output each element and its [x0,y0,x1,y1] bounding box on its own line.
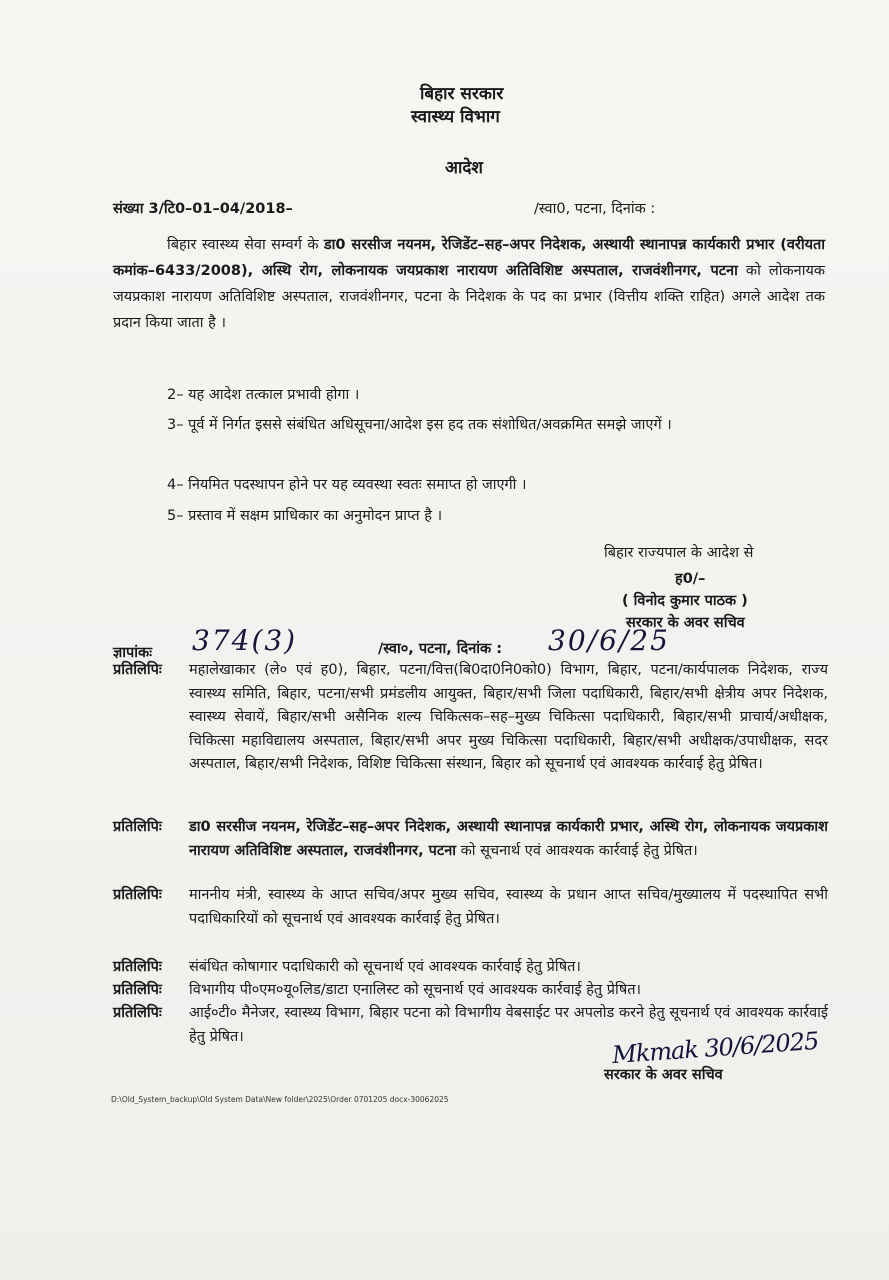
dept-heading: स्वास्थ्य विभाग [411,107,500,127]
memo-label: ज्ञापांकः [113,645,153,661]
copy-text: महालेखाकार (ले० एवं ह0), बिहार, पटना/वित्त(बि0दा0नि0को0) विभाग, बिहार, पटना/कार्यपालक निदेशक, राज्य स्वास्थ्य समिति, बिहार, पटना/सभी प्रमंडलीय आयुक्त, बिहार/सभी जिला पदाधिकारी, बिहार/सभी क्षेत्रीय अपर निदेशक, स्वास्थ्य सेवायें, बिहार/सभी असैनिक शल्य चिकित्सक–सह–मुख्य चिकित्सा पदाधिकारी, बिहार/सभी प्राचार्य/अधीक्षक, चिकित्सा महाविद्यालय अस्पताल, बिहार/सभी अपर मुख्य चिकित्सा पदाधिकारी, बिहार/सभी अधीक्षक/उपाधीक्षक, सदर अस्पताल, बिहार/सभी निदेशक, विशिष्ट चिकित्सा संस्थान, बिहार को सूचनार्थ एवं आवश्यक कार्रवाई हेतु प्रेषित। [189,662,828,772]
memo-date-handwritten: 30/6/25 [548,624,670,657]
copy-officer-details: डा0 सरसीज नयनम, रेजिडेंट–सह–अपर निदेशक, अस्थायी स्थानापन्न कार्यकारी प्रभार, अस्थि रोग, लोकनायक जयप्रकाश नारायण अतिविशिष्ट अस्पताल, राजवंशीनगर, पटना [189,819,828,859]
copy-item [113,884,828,931]
governor-order-line: बिहार राज्यपाल के आदेश से [604,545,754,561]
copy-text: आई०टी० मैनेजर, स्वास्थ्य विभाग, बिहार पटना को विभागीय वेबसाईट पर अपलोड करने हेतु सूचनार्थ एवं आवश्यक कार्रवाई हेतु प्रेषित। [189,1005,828,1045]
copy-item [113,659,828,777]
order-point-4: 4– नियमित पदस्थापन होने पर यह व्यवस्था स्वतः समाप्त हो जाएगी । [167,477,527,493]
copy-item [113,956,828,980]
copy-label: प्रतिलिपिः [113,662,162,678]
copy-label: प्रतिलिपिः [113,819,162,835]
order-title: आदेश [445,158,483,178]
copy-text: विभागीय पी०एम०यू०लिड/डाटा एनालिस्ट को सूचनार्थ एवं आवश्यक कार्रवाई हेतु प्रेषित। [189,982,641,998]
file-path-footer: D:\Old_System_backup\Old System Data\New folder\2025\Order 0701205 docx-30062025 [111,1095,449,1104]
signatory-name: ( विनोद कुमार पाठक ) [622,593,748,609]
copy-text: संबंधित कोषागार पदाधिकारी को सूचनार्थ एवं आवश्यक कार्रवाई हेतु प्रेषित। [189,959,581,975]
handwritten-signature: Mkmak 30/6/2025 [611,1026,820,1070]
signatory-designation: सरकार के अवर सचिव [626,615,745,631]
copy-text-end: को सूचनार्थ एवं आवश्यक कार्रवाई हेतु प्रेषित। [456,842,698,859]
order-point-5: 5– प्रस्ताव में सक्षम प्राधिकार का अनुमोदन प्राप्त है । [167,508,443,524]
copy-label: प्रतिलिपिः [113,1005,162,1021]
copy-label: प्रतिलिपिः [113,887,162,903]
govt-heading: बिहार सरकार [420,84,504,104]
officer-details: डा0 सरसीज नयनम, रेजिडेंट–सह–अपर निदेशक, अस्थायी स्थानापन्न कार्यकारी प्रभार (वरीयता कमांक–6433/2008), अस्थि रोग, लोकनायक जयप्रकाश नारायण अतिविशिष्ट अस्पताल, राजवंशीनगर, पटना [113,237,825,279]
para1-text-end: को लोकनायक जयप्रकाश नारायण अतिविशिष्ट अस्पताल, राजवंशीनगर, पटना के निदेशक के पद का प्रभार (वित्तीय शक्ति राहित) अगले आदेश तक प्रदान किया जाता है । [113,263,825,331]
memo-number-handwritten: 374(3) [192,624,298,657]
order-paragraph-1 [113,232,825,336]
para1-text-start: बिहार स्वास्थ्य सेवा सम्वर्ग के [167,237,324,253]
copy-text: माननीय मंत्री, स्वास्थ्य के आप्त सचिव/अपर मुख्य सचिव, स्वास्थ्य के प्रधान आप्त सचिव/मुख्यालय में पदस्थापित सभी पदाधिकारियों को सूचनार्थ एवं आवश्यक कार्रवाई हेतु प्रेषित। [189,887,828,927]
copy-text [189,816,828,863]
memo-place-date: /स्वा०, पटना, दिनांक : [378,641,502,657]
order-point-3: 3– पूर्व में निर्गत इससे संबंधित अधिसूचना/आदेश इस हद तक संशोधित/अवक्रमित समझे जाएगें । [167,417,672,433]
copy-label: प्रतिलिपिः [113,959,162,975]
copy-item [113,816,828,863]
order-place-date: /स्वा0, पटना, दिनांक : [534,201,656,217]
copy-label: प्रतिलिपिः [113,982,162,998]
order-point-2: 2– यह आदेश तत्काल प्रभावी होगा । [167,387,360,403]
order-number: संख्या 3/टि0–01–04/2018– [113,201,293,217]
copy-item [113,979,828,1003]
signed-mark: ह0/– [675,571,706,587]
final-designation: सरकार के अवर सचिव [604,1067,723,1083]
